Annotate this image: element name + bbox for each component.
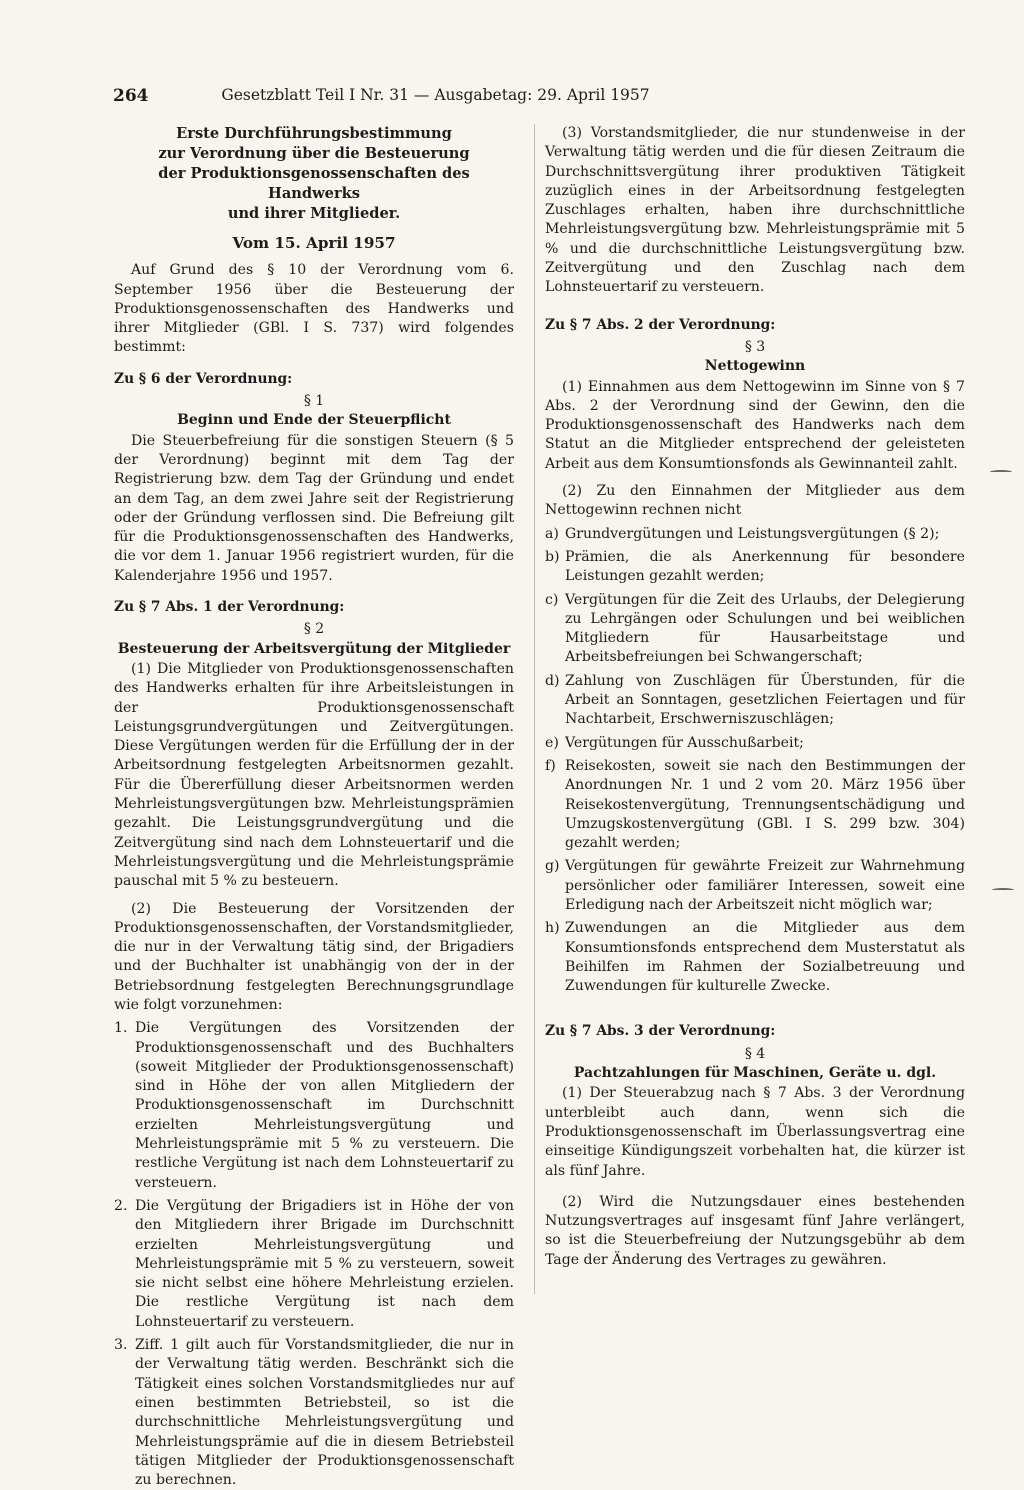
list-item-label: 2. [114,1197,128,1214]
list-item [545,919,965,996]
list-item-label: f) [545,757,556,774]
paragraph-number: § 3 [744,338,766,355]
list-item-label: h) [545,920,560,937]
section-reference: Zu § 7 Abs. 1 der Verordnung: [114,599,345,616]
list-item-text: Prämien, die als Anerkennung für besondere Leistungen gezahlt werden; [565,548,965,585]
subsection-text: (2) Die Besteuerung der Vorsitzenden der Produktionsgenossenschaften, der Vorstandsmitglieder, die nur in der Verwaltung tätig sind, der Brigadiers und der Buchhalter ist unabhängig von der in der Betriebsordnung festgelegten Berechnungsgrundlage wie folgt vorzunehmen: [114,900,514,1013]
paragraph-heading: Pachtzahlungen für Maschinen, Geräte u. dgl. [573,1065,937,1082]
list-item-text: Vergütungen für gewährte Freizeit zur Wahrnehmung persönlicher oder familiärer Interessen, soweit eine Erledigung nach der Arbeitszeit nicht möglich war; [565,858,965,913]
subsection-text: (1) Die Mitglieder von Produktionsgenossenschaften des Handwerks erhalten für ihre Arbeitsleistungen in der Produktionsgenossenschaft Leistungsgrundvergütungen und Zeitvergütungen. Diese Vergütungen werden für die Erfüllung der in der Arbeitsordnung festgelegten Arbeitsnormen gezahlt. Für die Übererfüllung dieser Arbeitsnormen werden Mehrleistungsvergütungen bzw. Mehrleistungsprämien gezahlt. Die Leistungsgrundvergütung und die Zeitvergütung sind nach dem Lohnsteuertarif und die Mehrleistungsvergütung und die Mehrleistungsprämie pauschal mit 5 % zu besteuern. [114,660,514,890]
document-title [114,124,514,224]
margin-mark [990,470,1012,474]
list-item [545,857,965,915]
title-line: und ihrer Mitglieder. [227,205,401,222]
list-item-text: Vergütungen für die Zeit des Urlaubs, der Delegierung zu Lehrgängen oder Schulungen und bei weiblichen Mitgliedern für Hausarbeitstage und Arbeitsbefreiungen bei Schwangerschaft; [565,591,965,666]
list-item [545,734,965,753]
left-column [114,124,514,1490]
title-line: der Produktionsgenossenschaften des Handwerks [158,165,470,202]
list-item [545,672,965,730]
title-line: Erste Durchführungsbestimmung [176,125,452,142]
list-item [114,1336,514,1490]
page-header [113,86,758,108]
right-column [545,124,965,1270]
list-item [545,548,965,587]
list-item-text: Reisekosten, soweit sie nach den Bestimmungen der Anordnungen Nr. 1 und 2 vom 20. März 1956 über Reisekostenvergütung, Trennungsentschädigung und Umzugskostenvergütung (GBl. I S. 299 bzw. 304) gezahlt werden; [565,757,965,852]
section-reference: Zu § 7 Abs. 2 der Verordnung: [545,316,776,333]
paragraph-heading: Nettogewinn [704,358,806,375]
paragraph-heading: Beginn und Ende der Steuerpflicht [177,412,451,429]
title-line: zur Verordnung über die Besteuerung [158,145,470,162]
section-reference: Zu § 7 Abs. 3 der Verordnung: [545,1023,776,1040]
paragraph-number: § 1 [303,393,325,410]
column-divider [534,124,535,1294]
subsection-text: (2) Wird die Nutzungsdauer eines bestehenden Nutzungsvertrages auf insgesamt fünf Jahre verlängert, so ist die Steuerbefreiung der Nutzungsgebühr ab dem Tage der Änderung des Vertrages zu gewähren. [545,1193,965,1268]
subsection-text: (3) Vorstandsmitglieder, die nur stundenweise in der Verwaltung tätig werden und die für diesen Zeitraum die Durchschnittsvergütung ihrer produktiven Tätigkeit zuzüglich eines in der Arbeitsordnung festgelegten Zuschlages erhalten, haben ihre durchschnittliche Mehrleistungsvergütung bzw. Mehrleistungsprämie mit 5 % und die durchschnittliche Leistungsvergütung bzw. Zeitvergütung und den Zuschlag nach dem Lohnsteuertarif zu versteuern. [545,125,965,296]
list-item-label: 1. [114,1020,128,1037]
list-item-text: Vergütungen für Ausschußarbeit; [565,734,804,751]
list-item-text: Grundvergütungen und Leistungsvergütungen (§ 2); [565,525,940,542]
list-item-text: Zahlung von Zuschlägen für Überstunden, für die Arbeit an Sonntagen, gesetzlichen Feiertagen und für Nachtarbeit, Erschwerniszuschlägen; [565,672,965,728]
list-item [545,525,965,544]
list-item-label: c) [545,591,559,608]
paragraph-number: § 4 [744,1045,766,1062]
subsection-text: (1) Der Steuerabzug nach § 7 Abs. 3 der Verordnung unterbleibt auch dann, wenn sich die Produktionsgenossenschaft im Überlassungsvertrag eine einseitige Kündigungszeit vorbehalten hat, die kürzer ist als fünf Jahre. [545,1085,965,1179]
document-date: Vom 15. April 1957 [232,234,396,252]
list-item [114,1019,514,1193]
section-reference: Zu § 6 der Verordnung: [114,370,293,387]
list-item-label: 3. [114,1337,128,1354]
running-title: Gesetzblatt Teil I Nr. 31 — Ausgabetag: 29. April 1957 [221,86,650,104]
list-item-label: a) [545,525,559,542]
list-item [545,757,965,853]
list-item-text: Die Vergütung der Brigadiers ist in Höhe der von den Mitgliedern ihrer Brigade im Durchschnitt erzielten Mehrleistungsvergütung und Mehrleistungsprämie mit 5 % zu versteuern, soweit sie nicht selbst eine höhere Mehrleistung erzielen. Die restliche Vergütung ist nach dem Lohnsteuertarif zu versteuern. [135,1197,514,1330]
list-item-label: b) [545,548,560,565]
list-item-label: d) [545,672,560,689]
list-item-label: e) [545,734,559,751]
list-item-text: Ziff. 1 gilt auch für Vorstandsmitglieder, die nur in der Verwaltung tätig werden. Beschränkt sich die Tätigkeit eines solchen Vorstandsmitgliedes nur auf einen bestimmten Betriebsteil, so ist die durchschnittliche Mehrleistungsvergütung und Mehrleistungsprämie auf die in diesem Betriebsteil tätigen Mitglieder der Produktionsgenossenschaft zu berechnen. [135,1337,514,1489]
list-item [114,1197,514,1332]
list-item [545,591,965,668]
paragraph-number: § 2 [303,621,325,638]
list-item-label: g) [545,858,560,875]
list-item-text: Die Vergütungen des Vorsitzenden der Produktionsgenossenschaft und des Buchhalters (soweit Mitglieder der Produktionsgenossenschaft) sind in Höhe der von allen Mitgliedern der Produktionsgenossenschaft im Durchschnitt erzielten Mehrleistungsvergütung und Mehrleistungsprämie mit 5 % zu versteuern. Die restliche Vergütung ist nach dem Lohnsteuertarif zu versteuern. [135,1020,514,1191]
margin-mark [992,888,1014,892]
subsection-text: (1) Einnahmen aus dem Nettogewinn im Sinne von § 7 Abs. 2 der Verordnung sind der Gewinn, den die Produktionsgenossenschaft des Handwerks nach dem Statut an die Mitglieder entsprechend der geleisteten Arbeit aus dem Konsumtionsfonds als Gewinnanteil zahlt. [545,378,965,472]
list-item-text: Zuwendungen an die Mitglieder aus dem Konsumtionsfonds entsprechend dem Musterstatut als Beihilfen im Rahmen der Sozialbetreuung und Zuwendungen für kulturelle Zwecke. [565,920,965,995]
preamble: Auf Grund des § 10 der Verordnung vom 6. September 1956 über die Besteuerung der Produktionsgenossenschaften des Handwerks und ihrer Mitglieder (GBl. I S. 737) wird folgendes bestimmt: [114,262,514,356]
page-number: 264 [113,86,149,106]
paragraph-heading: Besteuerung der Arbeitsvergütung der Mitglieder [117,640,511,657]
subsection-text: (2) Zu den Einnahmen der Mitglieder aus dem Nettogewinn rechnen nicht [545,483,965,519]
paragraph-text: Die Steuerbefreiung für die sonstigen Steuern (§ 5 der Verordnung) beginnt mit dem Tag der Registrierung bzw. dem Tag der Gründung und endet an dem Tag, an dem zwei Jahre seit der Registrierung oder der Gründung verflossen sind. Die Befreiung gilt für die Produktionsgenossenschaften des Handwerks, die vor dem 1. Januar 1956 registriert wurden, für die Kalenderjahre 1956 und 1957. [114,432,514,584]
